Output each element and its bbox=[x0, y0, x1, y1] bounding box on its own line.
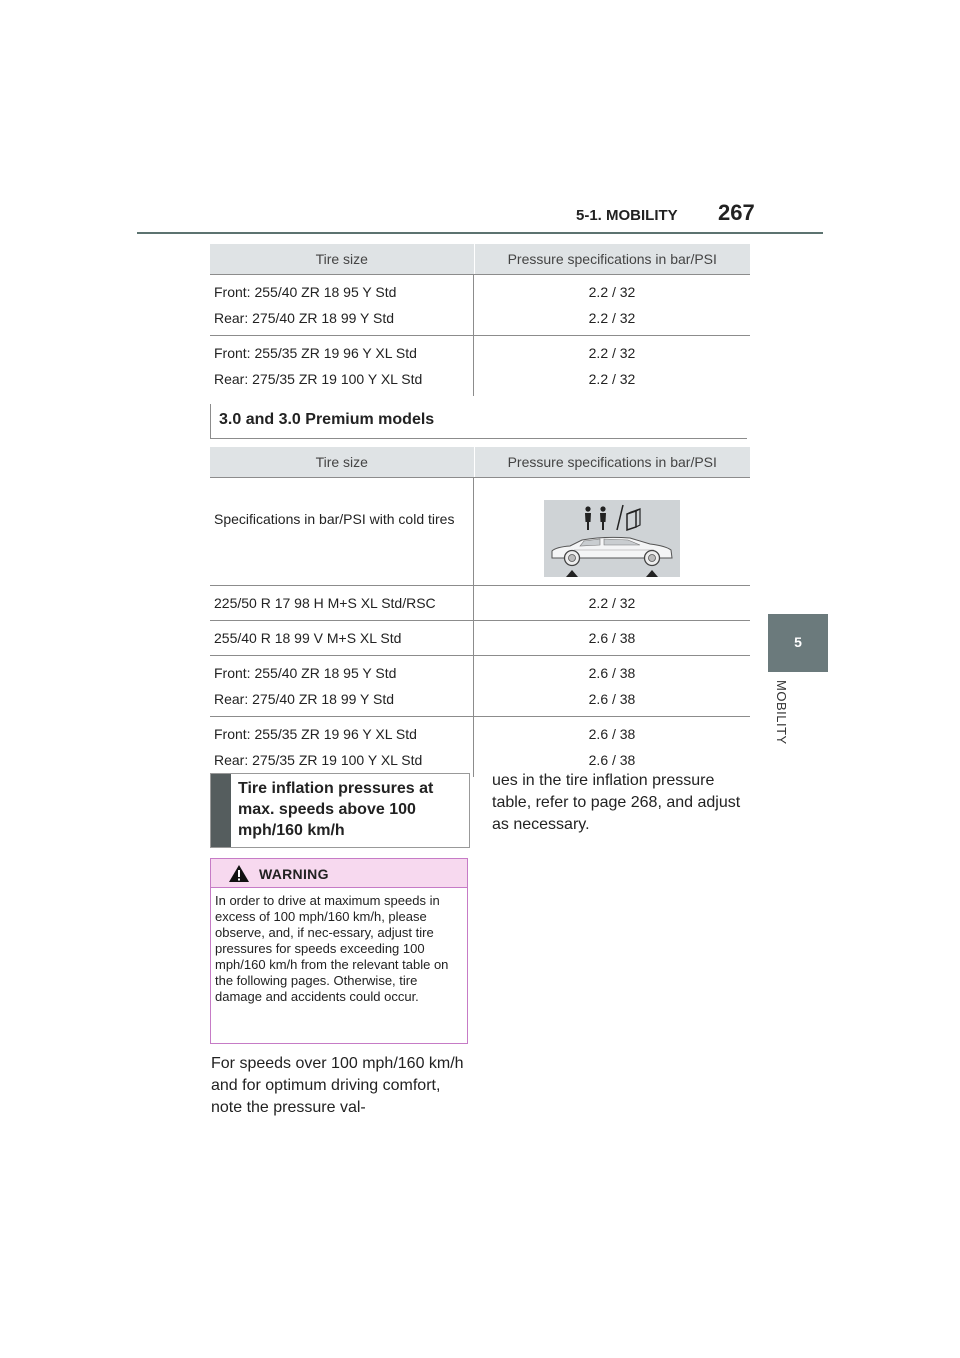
warning-text: In order to drive at maximum speeds in excess of 100 mph/160 km/h, please observe, and, if nec-essary, adjust tire pressures for speeds exceeding 100 mph/160 km/h from the relevant table on the following pages. Otherwise, tire damage and accidents could occur. bbox=[215, 893, 449, 1004]
page-number: 267 bbox=[718, 200, 755, 225]
tire-size: Rear: 275/40 ZR 18 99 Y Std bbox=[214, 310, 395, 326]
table-header bbox=[210, 244, 750, 275]
tire-size-cell bbox=[210, 275, 474, 335]
tire-size: Front: 255/40 ZR 18 95 Y Std bbox=[214, 665, 397, 681]
pressure-cell bbox=[474, 586, 750, 620]
spec-description: Specifications in bar/PSI with cold tires bbox=[210, 478, 474, 585]
table-row bbox=[210, 275, 750, 336]
subsection-title: 3.0 and 3.0 Premium models bbox=[219, 411, 435, 428]
pressure-value: 2.6 / 38 bbox=[588, 691, 636, 707]
body-paragraph-left: For speeds over 100 mph/160 km/h and for optimum driving comfort, note the pressure val- bbox=[211, 1055, 464, 1116]
warning-label: WARNING bbox=[259, 866, 329, 882]
section-heading-text: Tire inflation pressures at max. speeds above 100 mph/160 km/h bbox=[238, 780, 434, 839]
pressure-value: 2.6 / 38 bbox=[588, 665, 636, 681]
tire-size: 255/40 R 18 99 V M+S XL Std bbox=[214, 630, 402, 646]
pressure-value: 2.2 / 32 bbox=[588, 310, 636, 326]
pressure-cell bbox=[474, 336, 750, 396]
tire-size-cell bbox=[210, 717, 474, 777]
table-row bbox=[210, 717, 750, 777]
tire-size: Front: 255/35 ZR 19 96 Y XL Std bbox=[214, 726, 417, 742]
chapter-label: MOBILITY bbox=[774, 680, 789, 745]
pressure-value: 2.6 / 38 bbox=[588, 752, 636, 768]
pressure-value: 2.2 / 32 bbox=[588, 595, 636, 611]
pressure-value: 2.2 / 32 bbox=[588, 284, 636, 300]
tire-size: Rear: 275/35 ZR 19 100 Y XL Std bbox=[214, 752, 423, 768]
body-paragraph-right: ues in the tire inflation pressure table, refer to page 268, and adjust as necessary. bbox=[492, 772, 741, 833]
tire-size-cell bbox=[210, 656, 474, 716]
header-tire-size: Tire size bbox=[210, 447, 475, 477]
chapter-number: 5 bbox=[794, 634, 802, 650]
header-tire-size: Tire size bbox=[210, 244, 475, 274]
table-row bbox=[210, 656, 750, 717]
tire-size-cell bbox=[210, 586, 474, 620]
tire-size-cell bbox=[210, 621, 474, 655]
warning-box bbox=[210, 858, 468, 1044]
tire-size: Front: 255/35 ZR 19 96 Y XL Std bbox=[214, 345, 417, 361]
tire-pressure-table-1 bbox=[210, 244, 750, 396]
pressure-value: 2.6 / 38 bbox=[588, 726, 636, 742]
table-header bbox=[210, 447, 750, 478]
subsection-heading bbox=[210, 404, 747, 439]
tire-size: 225/50 R 17 98 H M+S XL Std/RSC bbox=[214, 595, 436, 611]
pressure-cell bbox=[474, 656, 750, 716]
tire-pressure-table-2 bbox=[210, 447, 750, 777]
header-section-title: 5-1. MOBILITY bbox=[576, 207, 678, 224]
pressure-value: 2.2 / 32 bbox=[588, 371, 636, 387]
car-load-illustration bbox=[544, 500, 680, 577]
tire-size-cell bbox=[210, 336, 474, 396]
tire-size: Rear: 275/35 ZR 19 100 Y XL Std bbox=[214, 371, 423, 387]
header-rule bbox=[137, 232, 823, 234]
pressure-value: 2.6 / 38 bbox=[588, 630, 636, 646]
section-heading bbox=[210, 773, 470, 848]
pressure-cell bbox=[474, 717, 750, 777]
table-row bbox=[210, 586, 750, 621]
table-row-spec bbox=[210, 478, 750, 586]
warning-icon bbox=[228, 864, 250, 883]
header-pressure: Pressure specifications in bar/PSI bbox=[507, 454, 717, 470]
table-row bbox=[210, 336, 750, 396]
car-icon bbox=[544, 500, 680, 577]
tire-size: Front: 255/40 ZR 18 95 Y Std bbox=[214, 284, 397, 300]
load-illustration-cell bbox=[474, 478, 750, 585]
pressure-cell bbox=[474, 275, 750, 335]
table-row bbox=[210, 621, 750, 656]
chapter-side-label bbox=[771, 680, 791, 770]
pressure-cell bbox=[474, 621, 750, 655]
chapter-tab bbox=[768, 614, 828, 672]
pressure-value: 2.2 / 32 bbox=[588, 345, 636, 361]
warning-header bbox=[211, 859, 467, 888]
header-pressure: Pressure specifications in bar/PSI bbox=[507, 251, 717, 267]
section-heading-bar bbox=[211, 774, 231, 847]
tire-size: Rear: 275/40 ZR 18 99 Y Std bbox=[214, 691, 395, 707]
